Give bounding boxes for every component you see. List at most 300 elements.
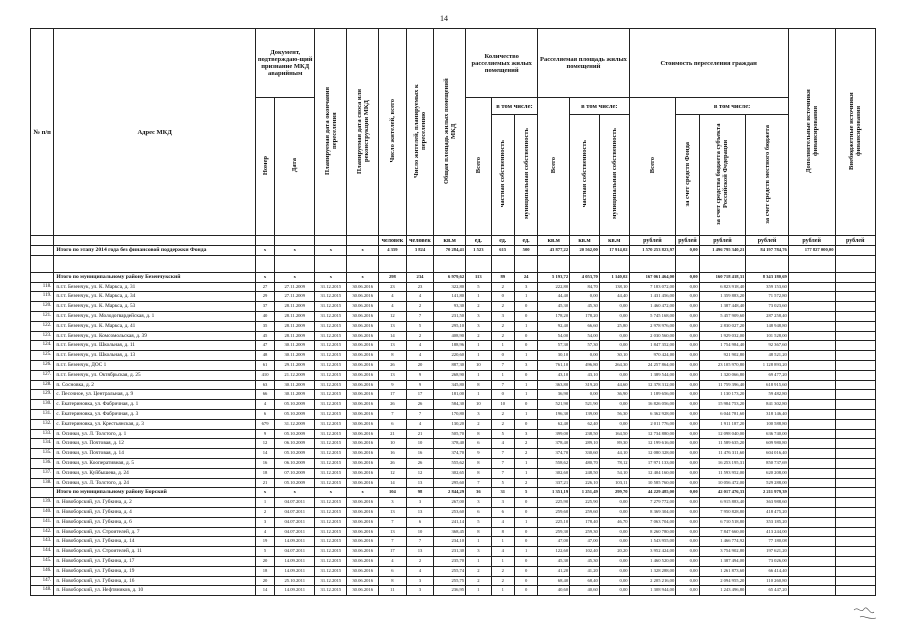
cell-area: 188,96	[434, 341, 466, 351]
cell-p2: 26	[406, 458, 434, 468]
cell-p2: 2	[406, 556, 434, 566]
cell-d2: 30.06.2016	[347, 311, 379, 321]
cell-c3: 3	[514, 429, 537, 439]
cell-c1: 3	[466, 321, 491, 331]
cell-s4: 66 414,40	[746, 566, 789, 576]
cell-s5	[788, 576, 835, 586]
cell-s1: 6 362 928,00	[629, 409, 676, 419]
cell-s2: 0,00	[676, 439, 699, 449]
cell-c3: 0	[514, 576, 537, 586]
row-number: 123.	[31, 331, 54, 341]
cell-s2: 0,00	[676, 341, 699, 351]
cell-a3: 103,11	[599, 478, 629, 488]
cell-s6	[835, 547, 876, 557]
cell-c1: 1	[466, 390, 491, 400]
cell-s4: 84 197 784,76	[746, 246, 789, 256]
cell-num: 410	[256, 370, 275, 380]
cell-area: 268,90	[434, 370, 466, 380]
cell-p1: 12	[379, 311, 407, 321]
header-cost-group: Стоимость переселения граждан	[629, 29, 788, 98]
cell-p1: 11	[379, 586, 407, 596]
row-number: 131.	[31, 409, 54, 419]
cell-date: 25.10.2011	[275, 576, 315, 586]
cell-d1: 31.12.2015	[315, 409, 347, 419]
header-qty-incl: в том числе:	[491, 98, 538, 115]
cell-s3: 1 359 883,20	[699, 292, 746, 302]
cell-a1: 92,40	[538, 321, 570, 331]
cell-c1: 3	[466, 547, 491, 557]
table-body	[31, 246, 876, 596]
cell-s1: 10 585 760,00	[629, 478, 676, 488]
cell-date: 04.07.2011	[275, 527, 315, 537]
cell-p1: 4 359	[379, 246, 407, 256]
table-row	[31, 576, 876, 586]
cell-p1: 12	[379, 468, 407, 478]
cell-c3: 0	[514, 498, 537, 508]
header-doc-date: Дата	[275, 98, 315, 236]
cell-a1: 5 193,72	[538, 272, 570, 282]
cell-s4: 2 211 979,39	[746, 488, 789, 498]
cell-s5	[788, 547, 835, 557]
cell-a2: 319,20	[570, 380, 600, 390]
cell-c2: 0	[491, 390, 514, 400]
address-cell: п.г.т. Безенчук, ул. Октябрьская, д. 25	[54, 370, 256, 380]
cell-s6	[835, 419, 876, 429]
cell-a2: 521,90	[570, 400, 600, 410]
cell-c2: 10	[491, 400, 514, 410]
cell-p2: 16	[406, 449, 434, 459]
table-row	[31, 439, 876, 449]
cell-c3: 1	[514, 321, 537, 331]
cell-area: 241,14	[434, 517, 466, 527]
cell-d2: x	[347, 272, 379, 282]
cell-a3: 89,30	[599, 439, 629, 449]
cell-a2: 0,00	[570, 292, 600, 302]
cell-num: 5	[256, 547, 275, 557]
cell-s3: 7 847 660,00	[699, 527, 746, 537]
table-row	[31, 331, 876, 341]
cell-c3: 0	[514, 537, 537, 547]
table-row	[31, 458, 876, 468]
cell-num: 3	[256, 517, 275, 527]
cell-s6	[835, 321, 876, 331]
cell-date: 30.11.2009	[275, 341, 315, 351]
header-cost-local: за счет средств местного бюджета	[746, 115, 789, 236]
cell-s4: 59 482,80	[746, 390, 789, 400]
cell-a1: 45,30	[538, 556, 570, 566]
cell-s1: 12 404 160,00	[629, 468, 676, 478]
cell-s4: 618 915,60	[746, 380, 789, 390]
cell-date: 30.11.2009	[275, 390, 315, 400]
cell-s6	[835, 351, 876, 361]
cell-s4: 620 208,00	[746, 468, 789, 478]
cell-s4: 110 260,80	[746, 576, 789, 586]
cell-s6	[835, 488, 876, 498]
cell-s2: 0,00	[676, 400, 699, 410]
table-row	[31, 282, 876, 292]
cell-c1: 1	[466, 556, 491, 566]
cell-a1: 45,30	[538, 302, 570, 312]
cell-d2: 30.06.2016	[347, 400, 379, 410]
address-cell: п.г.т. Безенчук, ул. К. Маркса, д. 53	[54, 302, 256, 312]
table-row	[31, 547, 876, 557]
cell-a1: 54,00	[538, 331, 570, 341]
cell-d2: 30.06.2016	[347, 409, 379, 419]
cell-s3: 2 830 027,20	[699, 321, 746, 331]
cell-c1: 2	[466, 576, 491, 586]
cell-area: 130,20	[434, 419, 466, 429]
cell-s3: 1 911 187,20	[699, 419, 746, 429]
table-row	[31, 566, 876, 576]
cell-p1: 13	[379, 507, 407, 517]
table-row	[31, 498, 876, 508]
table-row	[31, 586, 876, 596]
cell-s4: 850 737,69	[746, 458, 789, 468]
cell-a1: 259,30	[538, 527, 570, 537]
cell-c3: 24	[514, 272, 537, 282]
cell-area: 235,70	[434, 556, 466, 566]
cell-s2: 0,00	[676, 246, 699, 256]
cell-num: 47	[256, 341, 275, 351]
cell-c2: 7	[491, 360, 514, 370]
cell-d1: 31.12.2015	[315, 360, 347, 370]
cell-c3: 1	[514, 292, 537, 302]
cell-c2: 8	[491, 527, 514, 537]
cell-a2: 0,00	[570, 351, 600, 361]
cell-s1: 7 063 704,00	[629, 517, 676, 527]
cell-date: x	[275, 488, 315, 498]
header-planned-demolition: Планируемая дата сноса или реконструкции МКД	[347, 29, 379, 236]
cell-d1: 31.12.2015	[315, 468, 347, 478]
cell-p1: 9	[379, 380, 407, 390]
cell-s5	[788, 449, 835, 459]
cell-s2: 0,00	[676, 390, 699, 400]
table-row	[31, 537, 876, 547]
cell-c3: 1	[514, 351, 537, 361]
cell-a2: 102,40	[570, 547, 600, 557]
cell-a3: 56,30	[599, 409, 629, 419]
cell-s5	[788, 380, 835, 390]
cell-s6	[835, 458, 876, 468]
cell-area: 2 844,29	[434, 488, 466, 498]
cell-c3: 1	[514, 458, 537, 468]
cell-date: x	[275, 272, 315, 282]
cell-num: 48	[256, 351, 275, 361]
cell-a3: 0,00	[599, 302, 629, 312]
spacer-row	[31, 255, 876, 272]
table-row	[31, 556, 876, 566]
cell-d2: 30.06.2016	[347, 556, 379, 566]
cell-d1: 31.12.2015	[315, 400, 347, 410]
cell-a2: 248,50	[570, 468, 600, 478]
cell-p2: 10	[406, 439, 434, 449]
cell-num: 679	[256, 419, 275, 429]
cell-a2: 259,30	[570, 527, 600, 537]
header-doc-group: Документ, подтверждаю-щий признание МКД аварийным	[256, 29, 315, 98]
table-row	[31, 468, 876, 478]
cell-p2: 7	[406, 311, 434, 321]
cell-s4: 92 367,60	[746, 341, 789, 351]
cell-s4: 353 185,20	[746, 517, 789, 527]
cell-s2: 0,00	[676, 517, 699, 527]
cell-s6	[835, 586, 876, 596]
cell-s2: 0,00	[676, 360, 699, 370]
address-cell: п.г.т. Безенчук, ул. Школьная, д. 13	[54, 351, 256, 361]
cell-s5	[788, 400, 835, 410]
cell-s5	[788, 517, 835, 527]
cell-s1: 44 229 485,00	[629, 488, 676, 498]
cell-s5	[788, 507, 835, 517]
cell-num: 9	[256, 429, 275, 439]
cell-s3: 1 320 066,80	[699, 370, 746, 380]
cell-c3: 0	[514, 527, 537, 537]
cell-s1: 7 279 772,00	[629, 498, 676, 508]
cell-a2: 289,10	[570, 439, 600, 449]
cell-a3: 44,60	[599, 380, 629, 390]
cell-s1: 24 257 864,00	[629, 360, 676, 370]
address-cell: п.г.т. Безенчук, ул. Комсомольская, д. 39	[54, 331, 256, 341]
cell-a1: 222,80	[538, 282, 570, 292]
cell-s4: 197 621,20	[746, 547, 789, 557]
cell-c1: 1	[466, 341, 491, 351]
cell-a2: 84,70	[570, 282, 600, 292]
row-number: 146.	[31, 566, 54, 576]
cell-date: 21.12.2009	[275, 370, 315, 380]
row-number: 147.	[31, 576, 54, 586]
cell-s5	[788, 478, 835, 488]
cell-d2: 30.06.2016	[347, 507, 379, 517]
cell-s1: 12 378 312,00	[629, 380, 676, 390]
cell-d2: 30.06.2016	[347, 537, 379, 547]
cell-a2: 40,60	[570, 586, 600, 596]
cell-a1: 40,60	[538, 586, 570, 596]
address-cell: п. Осинки, ул. Почтовая, д. 12	[54, 439, 256, 449]
cell-s5	[788, 311, 835, 321]
address-cell: п. Новоборский, ул. Губкина, д. 6	[54, 517, 256, 527]
row-number: 118.	[31, 282, 54, 292]
unit-cell: человек	[406, 236, 434, 246]
cell-s2: 0,00	[676, 331, 699, 341]
cell-d2: 30.06.2016	[347, 586, 379, 596]
cell-s1: 7 183 072,00	[629, 282, 676, 292]
cell-a2: 0,00	[570, 390, 600, 400]
cell-a1: 57,30	[538, 341, 570, 351]
cell-date: x	[275, 246, 315, 256]
cell-p1: 3	[379, 498, 407, 508]
cell-a3: 0,00	[599, 566, 629, 576]
cell-num: 66	[256, 390, 275, 400]
row-number: 130.	[31, 400, 54, 410]
cell-p1: 10	[379, 439, 407, 449]
cell-num: 12	[256, 439, 275, 449]
cell-s2: 0,00	[676, 527, 699, 537]
cell-date: 05.10.2009	[275, 478, 315, 488]
cell-d1: 31.12.2015	[315, 419, 347, 429]
cell-area: 255,75	[434, 576, 466, 586]
cell-p2: 2	[406, 302, 434, 312]
cell-s1: 16 826 056,00	[629, 400, 676, 410]
cell-s3: 11 759 396,40	[699, 380, 746, 390]
cell-p2: 13	[406, 507, 434, 517]
cell-s4: 48 521,20	[746, 351, 789, 361]
cell-s1: 167 061 464,00	[629, 272, 676, 282]
address-cell: п. Осинки, ул. Кооперативная, д. 5	[54, 458, 256, 468]
cell-p2: 3	[406, 498, 434, 508]
cell-num: x	[256, 246, 275, 256]
cell-date: 28.11.2009	[275, 331, 315, 341]
cell-a2: 178,40	[570, 517, 600, 527]
cell-p1: 8	[379, 576, 407, 586]
row-number: 124.	[31, 341, 54, 351]
row-number	[31, 272, 54, 282]
cell-date: 29.11.2009	[275, 360, 315, 370]
cell-c3: 0	[514, 566, 537, 576]
cell-p2: 4	[406, 419, 434, 429]
cell-c1: 1	[466, 537, 491, 547]
cell-s3: 15 984 753,20	[699, 400, 746, 410]
cell-c2: 3	[491, 311, 514, 321]
cell-s6	[835, 507, 876, 517]
cell-d1: 31.12.2015	[315, 370, 347, 380]
cell-d1: 31.12.2015	[315, 458, 347, 468]
cell-s4: 1 128 893,20	[746, 360, 789, 370]
cell-a2: 178,20	[570, 311, 600, 321]
cell-c2: 2	[491, 302, 514, 312]
cell-a1: 378,40	[538, 439, 570, 449]
cell-c3: 1	[514, 380, 537, 390]
cell-s6	[835, 439, 876, 449]
row-number: 144.	[31, 547, 54, 557]
cell-p1: 6	[379, 566, 407, 576]
cell-s2: 0,00	[676, 370, 699, 380]
cell-c1: 6	[466, 439, 491, 449]
address-cell: п.г.т. Безенчук, ул. К. Маркса, д. 34	[54, 292, 256, 302]
cell-num: x	[256, 488, 275, 498]
cell-c3: 0	[514, 331, 537, 341]
cell-area: 345,80	[434, 380, 466, 390]
cell-area: 505,70	[434, 429, 466, 439]
cell-s4: 529 288,00	[746, 478, 789, 488]
cell-s5	[788, 458, 835, 468]
cell-a3: 54,10	[599, 468, 629, 478]
address-cell: п.г.т. Безенчук, ДОС 1	[54, 360, 256, 370]
cell-p1: 13	[379, 341, 407, 351]
cell-c1: 2	[466, 331, 491, 341]
cell-s2: 0,00	[676, 478, 699, 488]
cell-d2: 30.06.2016	[347, 321, 379, 331]
cell-p1: 14	[379, 331, 407, 341]
cell-a1: 374,70	[538, 449, 570, 459]
cell-d2: 30.06.2016	[347, 517, 379, 527]
cell-p1: 4	[379, 556, 407, 566]
cell-p2: 98	[406, 488, 434, 498]
header-residents-planned: Число жителей, планируемых к переселению	[406, 29, 434, 236]
subtotal-row	[31, 272, 876, 282]
table-row	[31, 478, 876, 488]
table-row	[31, 380, 876, 390]
cell-a3: 17 914,02	[599, 246, 629, 256]
header-additional-sources: Дополнительные источники финансирования	[788, 29, 835, 236]
cell-s1: 1 189 656,00	[629, 390, 676, 400]
cell-s1: 12 199 616,00	[629, 439, 676, 449]
cell-d1: 31.12.2015	[315, 478, 347, 488]
cell-s3: 160 718 418,31	[699, 272, 746, 282]
address-cell: Итого по муниципальному району Безенчукский	[54, 272, 256, 282]
row-number: 129.	[31, 390, 54, 400]
cell-s4: 73 026,00	[746, 556, 789, 566]
cell-date: 05.10.2009	[275, 449, 315, 459]
cell-area: 584,30	[434, 400, 466, 410]
row-number: 119.	[31, 292, 54, 302]
cell-c3: 2	[514, 439, 537, 449]
cell-num: 29	[256, 292, 275, 302]
cell-p1: 13	[379, 321, 407, 331]
cell-num: 6	[256, 409, 275, 419]
cell-s1: 17 971 133,00	[629, 458, 676, 468]
table-row	[31, 507, 876, 517]
cell-a2: 20 562,00	[570, 246, 600, 256]
cell-c1: 3	[466, 311, 491, 321]
cell-c1: 10	[466, 360, 491, 370]
cell-date: 04.07.2011	[275, 507, 315, 517]
cell-s2: 0,00	[676, 302, 699, 312]
cell-s3: 42 017 476,33	[699, 488, 746, 498]
cell-c2: 2	[491, 566, 514, 576]
row-number: 127.	[31, 370, 54, 380]
cell-a1: 225,90	[538, 498, 570, 508]
cell-s6	[835, 537, 876, 547]
table-row	[31, 292, 876, 302]
cell-s5	[788, 272, 835, 282]
unit-cell: человек	[379, 236, 407, 246]
cell-date: 14.09.2011	[275, 556, 315, 566]
cell-s3: 6 044 781,60	[699, 409, 746, 419]
cell-d1: 31.12.2015	[315, 507, 347, 517]
cell-s2: 0,00	[676, 321, 699, 331]
cell-d2: 30.06.2016	[347, 292, 379, 302]
cell-p1: 4	[379, 302, 407, 312]
cell-a1: 41,20	[538, 566, 570, 576]
cell-c1: 5	[466, 282, 491, 292]
cell-s4: 359 153,60	[746, 282, 789, 292]
cell-a2: 4 053,70	[570, 272, 600, 282]
header-area-total: Всего	[538, 98, 570, 236]
cell-s5	[788, 488, 835, 498]
cell-a3: 0,00	[599, 556, 629, 566]
cell-num: 18	[256, 566, 275, 576]
cell-s6	[835, 246, 876, 256]
cell-d2: 30.06.2016	[347, 380, 379, 390]
cell-c1: 10	[466, 400, 491, 410]
cell-s5	[788, 341, 835, 351]
handwritten-mark	[852, 604, 880, 624]
cell-p1: 13	[379, 527, 407, 537]
cell-s3: 1 754 984,40	[699, 341, 746, 351]
cell-p1: 26	[379, 458, 407, 468]
cell-s5	[788, 292, 835, 302]
cell-s1: 1 847 352,00	[629, 341, 676, 351]
cell-s2: 0,00	[676, 547, 699, 557]
cell-d2: 30.06.2016	[347, 498, 379, 508]
cell-s3: 6 710 518,80	[699, 517, 746, 527]
unit-cell: ед.	[491, 236, 514, 246]
cell-p2: 2	[406, 331, 434, 341]
cell-area: 236,95	[434, 586, 466, 596]
cell-d1: 31.12.2015	[315, 282, 347, 292]
cell-p2: 9	[406, 380, 434, 390]
row-number: 128.	[31, 380, 54, 390]
header-cost-incl: в том числе:	[676, 98, 789, 115]
